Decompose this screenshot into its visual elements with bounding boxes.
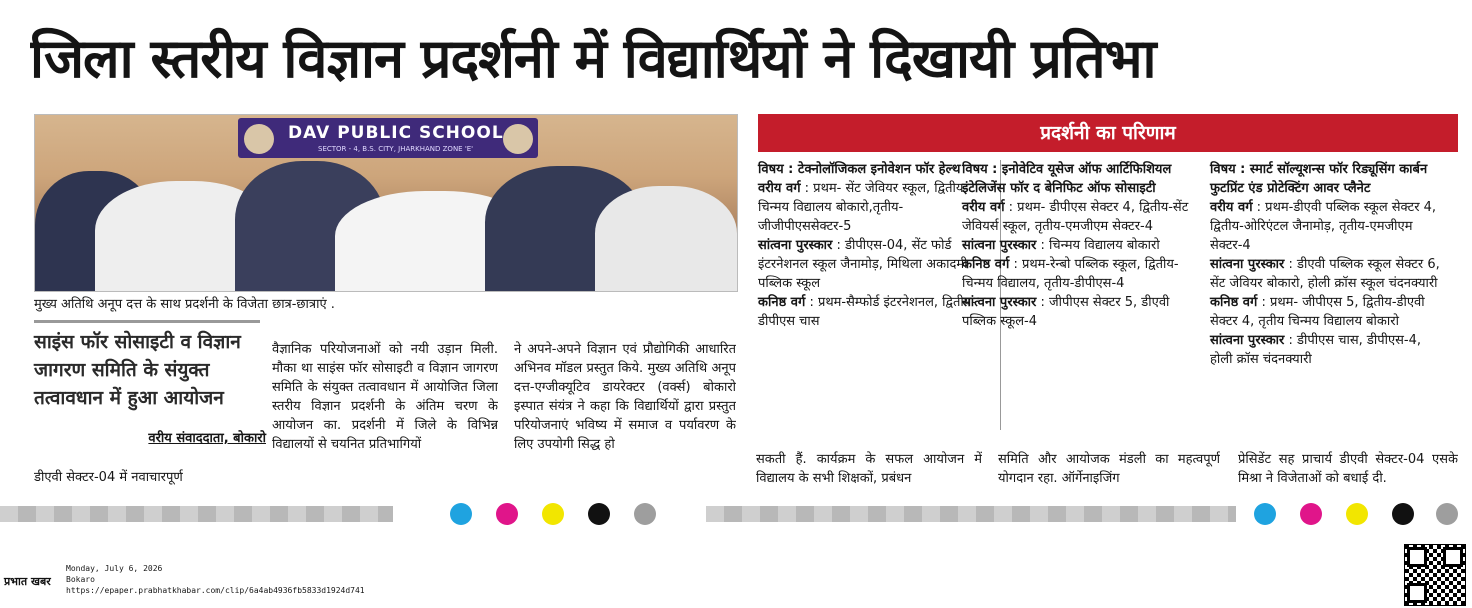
result-entry: वरीय वर्ग : प्रथम- डीपीएस सेक्टर 4, द्वितीय-सेंट जेवियर्स स्कूल, तृतीय-एमजीएम सेक्टर-4: [962, 200, 1189, 234]
results-column-3: [1210, 160, 1446, 369]
article-column-5: समिति और आयोजक मंडली का महत्वपूर्ण योगदान रहा. ऑर्गेनाइजिंग: [998, 452, 1220, 486]
print-color-bar: [0, 506, 393, 522]
result-entry: वरीय वर्ग : प्रथम- सेंट जेवियर स्कूल, द्वितीय-चिन्मय विद्यालय बोकारो,तृतीय-जीजीपीएससेक्टर-5: [758, 181, 969, 234]
result-entry: सांत्वना पुरस्कार : डीएवी पब्लिक स्कूल सेक्टर 6, सेंट जेवियर बोकारो, होली क्रॉस स्कूल चंदनक्यारी: [1210, 257, 1440, 291]
byline: वरीय संवाददाता, बोकारो: [148, 431, 266, 446]
headline: जिला स्तरीय विज्ञान प्रदर्शनी में विद्यार्थियों ने दिखायी प्रतिभा: [30, 27, 1156, 90]
article-column-4: सकती हैं. कार्यक्रम के सफल आयोजन में विद्यालय के सभी शिक्षकों, प्रबंधन: [756, 452, 982, 486]
results-column-2: [962, 160, 1198, 331]
result-label: वरीय वर्ग: [758, 181, 801, 196]
results-column-1: [758, 160, 994, 331]
registration-dot-cyan: [450, 503, 472, 525]
result-label: सांत्वना पुरस्कार: [1210, 257, 1285, 272]
registration-dot-magenta: [1300, 503, 1322, 525]
newspaper-logo: प्रभात खबर: [4, 575, 51, 588]
qr-code-icon: [1404, 544, 1466, 606]
result-label: कनिष्ठ वर्ग: [758, 295, 806, 310]
photo-caption: मुख्य अतिथि अनूप दत्त के साथ प्रदर्शनी के विजेता छात्र-छात्राएं .: [34, 297, 335, 312]
result-label: सांत्वना पुरस्कार: [758, 238, 833, 253]
result-label: सांत्वना पुरस्कार: [1210, 333, 1285, 348]
result-entry: कनिष्ठ वर्ग : प्रथम-सैम्फोर्ड इंटरनेशनल, द्वितीय-डीपीएस चास: [758, 295, 976, 329]
result-entry: सांत्वना पुरस्कार : चिन्मय विद्यालय बोकारो: [962, 238, 1160, 253]
result-label: वरीय वर्ग: [1210, 200, 1253, 215]
article-column-6: प्रेसिडेंट सह प्राचार्य डीएवी सेक्टर-04 एसके मिश्रा ने विजेताओं को बधाई दी.: [1238, 452, 1458, 486]
result-entry: सांत्वना पुरस्कार : डीपीएस-04, सेंट फोर्ड इंटरनेशनल स्कूल जैनामोड़, मिथिला अकादमी पब्लिक स्कूल: [758, 238, 968, 291]
result-entry: वरीय वर्ग : प्रथम-डीएवी पब्लिक स्कूल सेक्टर 4, द्वितीय-ओरिएंटल जैनामोड़, तृतीय-एमजीएम सेक्टर-4: [1210, 200, 1437, 253]
result-label: कनिष्ठ वर्ग: [1210, 295, 1258, 310]
subhead-rule: [34, 320, 260, 323]
banner-subtext: SECTOR - 4, B.S. CITY, JHARKHAND ZONE 'E': [318, 145, 474, 153]
registration-dot-magenta: [496, 503, 518, 525]
results-title: प्रदर्शनी का परिणाम: [1040, 122, 1176, 144]
result-label: वरीय वर्ग: [962, 200, 1005, 215]
registration-dot-yellow: [1346, 503, 1368, 525]
print-color-bar: [706, 506, 1236, 522]
result-entry: कनिष्ठ वर्ग : प्रथम-रेन्बो पब्लिक स्कूल, द्वितीय-चिन्मय विद्यालय, तृतीय-डीपीएस-4: [962, 257, 1179, 291]
result-label: सांत्वना पुरस्कार: [962, 295, 1037, 310]
article-column-3: ने अपने-अपने विज्ञान एवं प्रौद्योगिकी आधारित अभिनव मॉडल प्रस्तुत किये. मुख्य अतिथि अनूप दत्त-एग्जीक्यूटिव डायरेक्टर (वर्क्स) बोकारो इस्पात संयंत्र ने कहा कि विद्यार्थियों द्वारा प्रस्तुत परियोजनाएं भविष्य में समाज व पर्यावरण के लिए उपयोगी सिद्ध हो: [514, 342, 736, 452]
article-column-2: वैज्ञानिक परियोजनाओं को नयी उड़ान मिली. मौका था साइंस फॉर सोसाइटी व विज्ञान जागरण समिति के संयुक्त तत्वावधान में आयोजित जिला स्तरीय विज्ञान प्रदर्शनी के अंतिम चरण के आयोजन का. प्रदर्शनी में जिले के विभिन्न विद्यालयों से चयनित प्रतिभागियों: [272, 342, 498, 452]
registration-dot-cyan: [1254, 503, 1276, 525]
result-entry: सांत्वना पुरस्कार : जीपीएस सेक्टर 5, डीएवी पब्लिक स्कूल-4: [962, 295, 1170, 329]
registration-dot-gray: [634, 503, 656, 525]
registration-dot-black: [1392, 503, 1414, 525]
article-column-1: डीएवी सेक्टर-04 में नवाचारपूर्ण: [34, 470, 183, 485]
results-header: [758, 114, 1458, 152]
registration-dot-yellow: [542, 503, 564, 525]
footer-city: Bokaro: [66, 575, 95, 584]
result-topic: विषय : टेक्नोलॉजिकल इनोवेशन फॉर हेल्थ: [758, 162, 961, 177]
article-subhead: साइंस फॉर सोसाइटी व विज्ञान जागरण समिति के संयुक्त तत्वावधान में हुआ आयोजन: [34, 331, 241, 409]
banner-text: DAV PUBLIC SCHOOL: [288, 123, 504, 143]
footer-date: Monday, July 6, 2026: [66, 564, 163, 573]
footer-url[interactable]: https://epaper.prabhatkhabar.com/clip/6a4ab4936fb5833d1924d741: [66, 586, 365, 595]
school-banner: [238, 118, 538, 158]
result-entry: कनिष्ठ वर्ग : प्रथम- जीपीएस 5, द्वितीय-डीएवी सेक्टर 4, तृतीय चिन्मय विद्यालय बोकारो: [1210, 295, 1425, 329]
result-topic: विषय : इनोवेटिव यूसेज ऑफ आर्टिफिशियल इंटेलिजेंस फॉर द बेनिफिट ऑफ सोसाइटी: [962, 162, 1172, 196]
registration-dot-gray: [1436, 503, 1458, 525]
registration-dot-black: [588, 503, 610, 525]
result-label: कनिष्ठ वर्ग: [962, 257, 1010, 272]
result-label: सांत्वना पुरस्कार: [962, 238, 1037, 253]
result-entry: सांत्वना पुरस्कार : डीपीएस चास, डीपीएस-4, होली क्रॉस चंदनक्यारी: [1210, 333, 1422, 367]
result-topic: विषय : स्मार्ट सॉल्यूशन्स फॉर रिड्यूसिंग कार्बन फुटप्रिंट एंड प्रोटेक्टिंग आवर प्लैनेट: [1210, 162, 1428, 196]
